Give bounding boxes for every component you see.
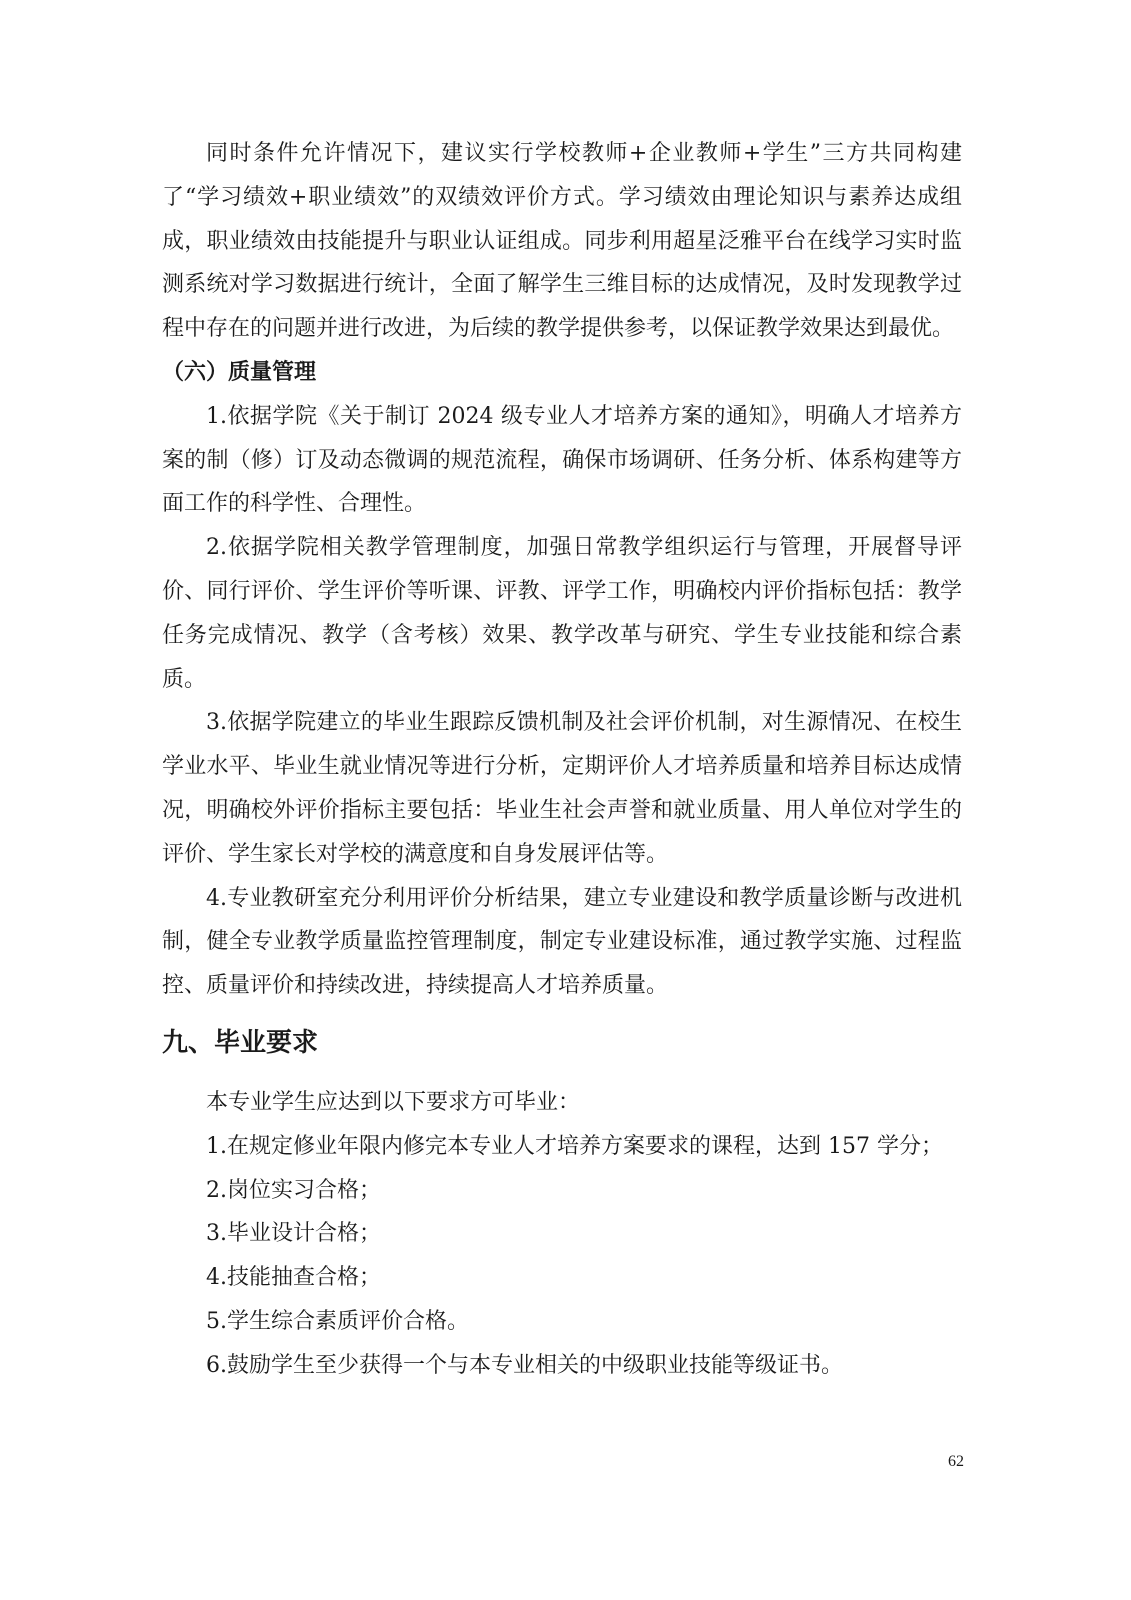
page-content xyxy=(162,132,962,1388)
graduation-item-4: 4.技能抽查合格； xyxy=(206,1265,381,1291)
graduation-requirements-heading: 九、毕业要求 xyxy=(162,1027,319,1058)
quality-item-1: 1.依据学院《关于制订 2024 级专业人才培养方案的通知》，明确人才培养方案的制（修）订及动态微调的规范流程，确保市场调研、任务分析、体系构建等方面工作的科学性、合理性。 xyxy=(162,403,962,517)
graduation-intro: 本专业学生应达到以下要求方可毕业： xyxy=(206,1089,581,1115)
quality-item-3: 3.依据学院建立的毕业生跟踪反馈机制及社会评价机制，对生源情况、在校生学业水平、毕业生就业情况等进行分析，定期评价人才培养质量和培养目标达成情况，明确校外评价指标主要包括：毕业生社会声誉和就业质量、用人单位对学生的评价、学生家长对学校的满意度和自身发展评估等。 xyxy=(162,710,962,867)
graduation-item-2: 2.岗位实习合格； xyxy=(206,1177,381,1203)
evaluation-paragraph: 同时条件允许情况下，建议实行学校教师+企业教师+学生”三方共同构建了“学习绩效+职业绩效”的双绩效评价方式。学习绩效由理论知识与素养达成组成，职业绩效由技能提升与职业认证组成。同步利用超星泛雅平台在线学习实时监测系统对学习数据进行统计，全面了解学生三维目标的达成情况，及时发现教学过程中存在的问题并进行改进，为后续的教学提供参考，以保证教学效果达到最优。 xyxy=(162,141,962,342)
graduation-item-1: 1.在规定修业年限内修完本专业人才培养方案要求的课程，达到 157 学分； xyxy=(206,1133,943,1159)
quality-management-heading: （六）质量管理 xyxy=(162,359,317,385)
quality-item-2: 2.依据学院相关教学管理制度，加强日常教学组织运行与管理，开展督导评价、同行评价、学生评价等听课、评教、评学工作，明确校内评价指标包括：教学任务完成情况、教学（含考核）效果、教学改革与研究、学生专业技能和综合素质。 xyxy=(162,535,962,692)
page-number: 62 xyxy=(948,1453,964,1470)
graduation-item-3: 3.毕业设计合格； xyxy=(206,1221,381,1247)
quality-item-4: 4.专业教研室充分利用评价分析结果，建立专业建设和教学质量诊断与改进机制，健全专业教学质量监控管理制度，制定专业建设标准，通过教学实施、过程监控、质量评价和持续改进，持续提高人才培养质量。 xyxy=(162,885,962,999)
graduation-item-5: 5.学生综合素质评价合格。 xyxy=(206,1308,469,1334)
graduation-item-6: 6.鼓励学生至少获得一个与本专业相关的中级职业技能等级证书。 xyxy=(206,1352,843,1378)
